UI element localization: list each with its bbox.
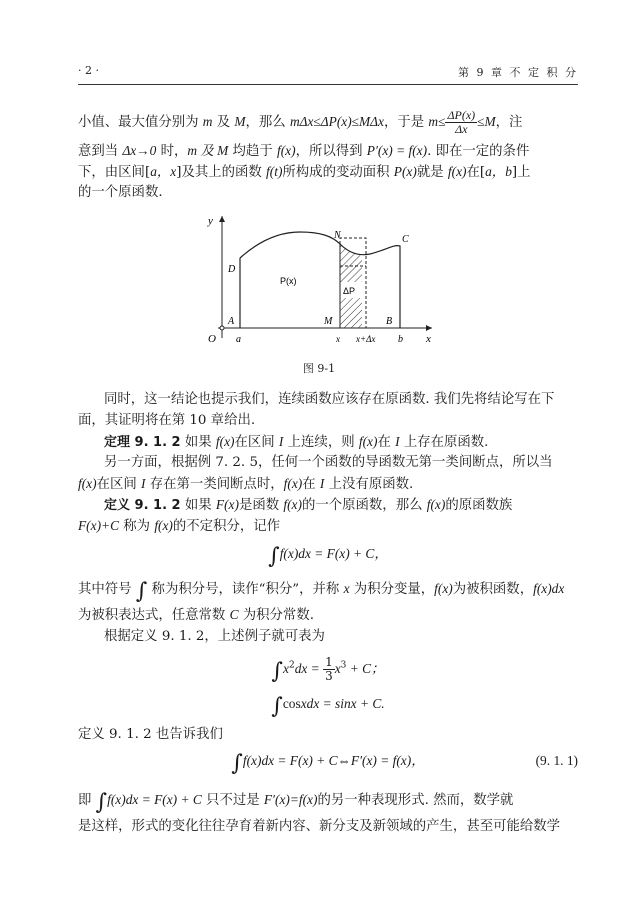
tick-x-plus-dx: x+Δx xyxy=(356,334,376,344)
para1-line3: 下，由区间[a，x]及其上的函数 f(t)所构成的变动面积 P(x)就是 f(x)在[a，b]上 xyxy=(78,164,531,180)
para4-line2: 为被积表达式，任意常数 C 为积分常数. xyxy=(78,607,314,623)
equation-x-squared: $\int x^2dx$ = $\frac{1}{3}$ $x^3 + C$； xyxy=(271,655,385,684)
area-function-diagram xyxy=(200,210,438,360)
label-M: M xyxy=(324,316,333,327)
theorem-9-1-2: 定理 9. 1. 2 如果 f(x)在区间 I 上连续，则 f(x)在 I 上存在原函数. xyxy=(104,434,489,450)
label-B: B xyxy=(386,316,393,327)
para1-line4: 的一个原函数. xyxy=(78,185,163,200)
chapter-header: 第 9 章 不 定 积 分 xyxy=(458,66,578,79)
header-rule xyxy=(78,84,578,85)
figure-caption: 图 9-1 xyxy=(302,362,336,375)
origin-point xyxy=(220,326,224,330)
para1-line2: 意到当 Δx→0 时，m 及 M 均趋于 f(x)，所以得到 P′(x) = f(x). 即在一定的条件 xyxy=(78,143,530,159)
para6-line1: 定义 9. 1. 2 也告诉我们 xyxy=(78,727,223,742)
label-origin: O xyxy=(208,333,216,345)
curve-f xyxy=(240,232,400,328)
para5-line1: 根据定义 9. 1. 2，上述例子就可表为 xyxy=(104,629,325,644)
page-number: · 2 · xyxy=(78,64,99,77)
label-a: a xyxy=(236,334,241,345)
label-b: b xyxy=(398,334,403,345)
equation-number: (9. 1. 1) xyxy=(535,753,578,768)
equation-indefinite-integral: ∫f(x)dx = F(x) + C， xyxy=(268,544,388,569)
label-C: C xyxy=(402,234,409,245)
para2-line2: 面，其证明将在第 10 章给出. xyxy=(78,413,256,428)
para3-line2: f(x)在区间 I 存在第一类间断点时，f(x)在 I 上没有原函数. xyxy=(78,476,414,492)
label-y: y xyxy=(208,215,213,227)
label-x: x xyxy=(426,333,431,345)
para7-line1: 即 ∫f(x)dx = F(x) + C 只不过是 F′(x)=f(x)的另一种表现形式. 然而，数学就 xyxy=(78,790,514,815)
label-px: P(x) xyxy=(280,276,297,286)
label-A: A xyxy=(228,316,235,327)
delta-p-fraction: $\frac{\Delta P(x)}{\Delta x}$ xyxy=(447,108,476,136)
tick-x: x xyxy=(336,334,340,344)
para7-line2: 是这样，形式的变化往往孕育着新内容、新分支及新领域的产生，甚至可能给数学 xyxy=(78,819,561,834)
para4-line1: 其中符号 ∫ 称为积分号，读作“积分”，并称 x 为积分变量，f(x)为被积函数，f(x)dx xyxy=(78,579,565,604)
equation-9-1-1: ∫f(x)dx = F(x) + C⇔F′(x) = f(x)， (9. 1. 1) xyxy=(231,751,578,776)
label-D: D xyxy=(228,264,236,275)
label-N: N xyxy=(334,230,341,241)
para1-line1: 小值、最大值分别为 m 及 M，那么 mΔx≤ΔP(x)≤MΔx，于是 m≤ $\frac{\Delta P(x)}{\Delta x}$ ≤M，注 xyxy=(78,108,523,136)
x-axis-arrow xyxy=(426,325,432,331)
y-axis-arrow xyxy=(219,216,225,222)
para2-line1: 同时，这一结论也提示我们，连续函数应该存在原函数. 我们先将结论写在下 xyxy=(104,392,555,407)
definition-9-1-2: 定义 9. 1. 2 如果 F(x)是函数 f(x)的一个原函数，那么 f(x)的原函数族 xyxy=(104,497,513,513)
label-delta-p: ΔP xyxy=(343,286,356,296)
equation-cos: ∫cosxdx = sinx + C. xyxy=(271,694,385,719)
para3-line1: 另一方面，根据例 7. 2. 5，任何一个函数的导函数无第一类间断点，所以当 xyxy=(104,455,553,470)
definition-line2: F(x)+C 称为 f(x)的不定积分，记作 xyxy=(78,518,281,534)
one-third-fraction: $\frac{1}{3}$ xyxy=(325,655,333,683)
